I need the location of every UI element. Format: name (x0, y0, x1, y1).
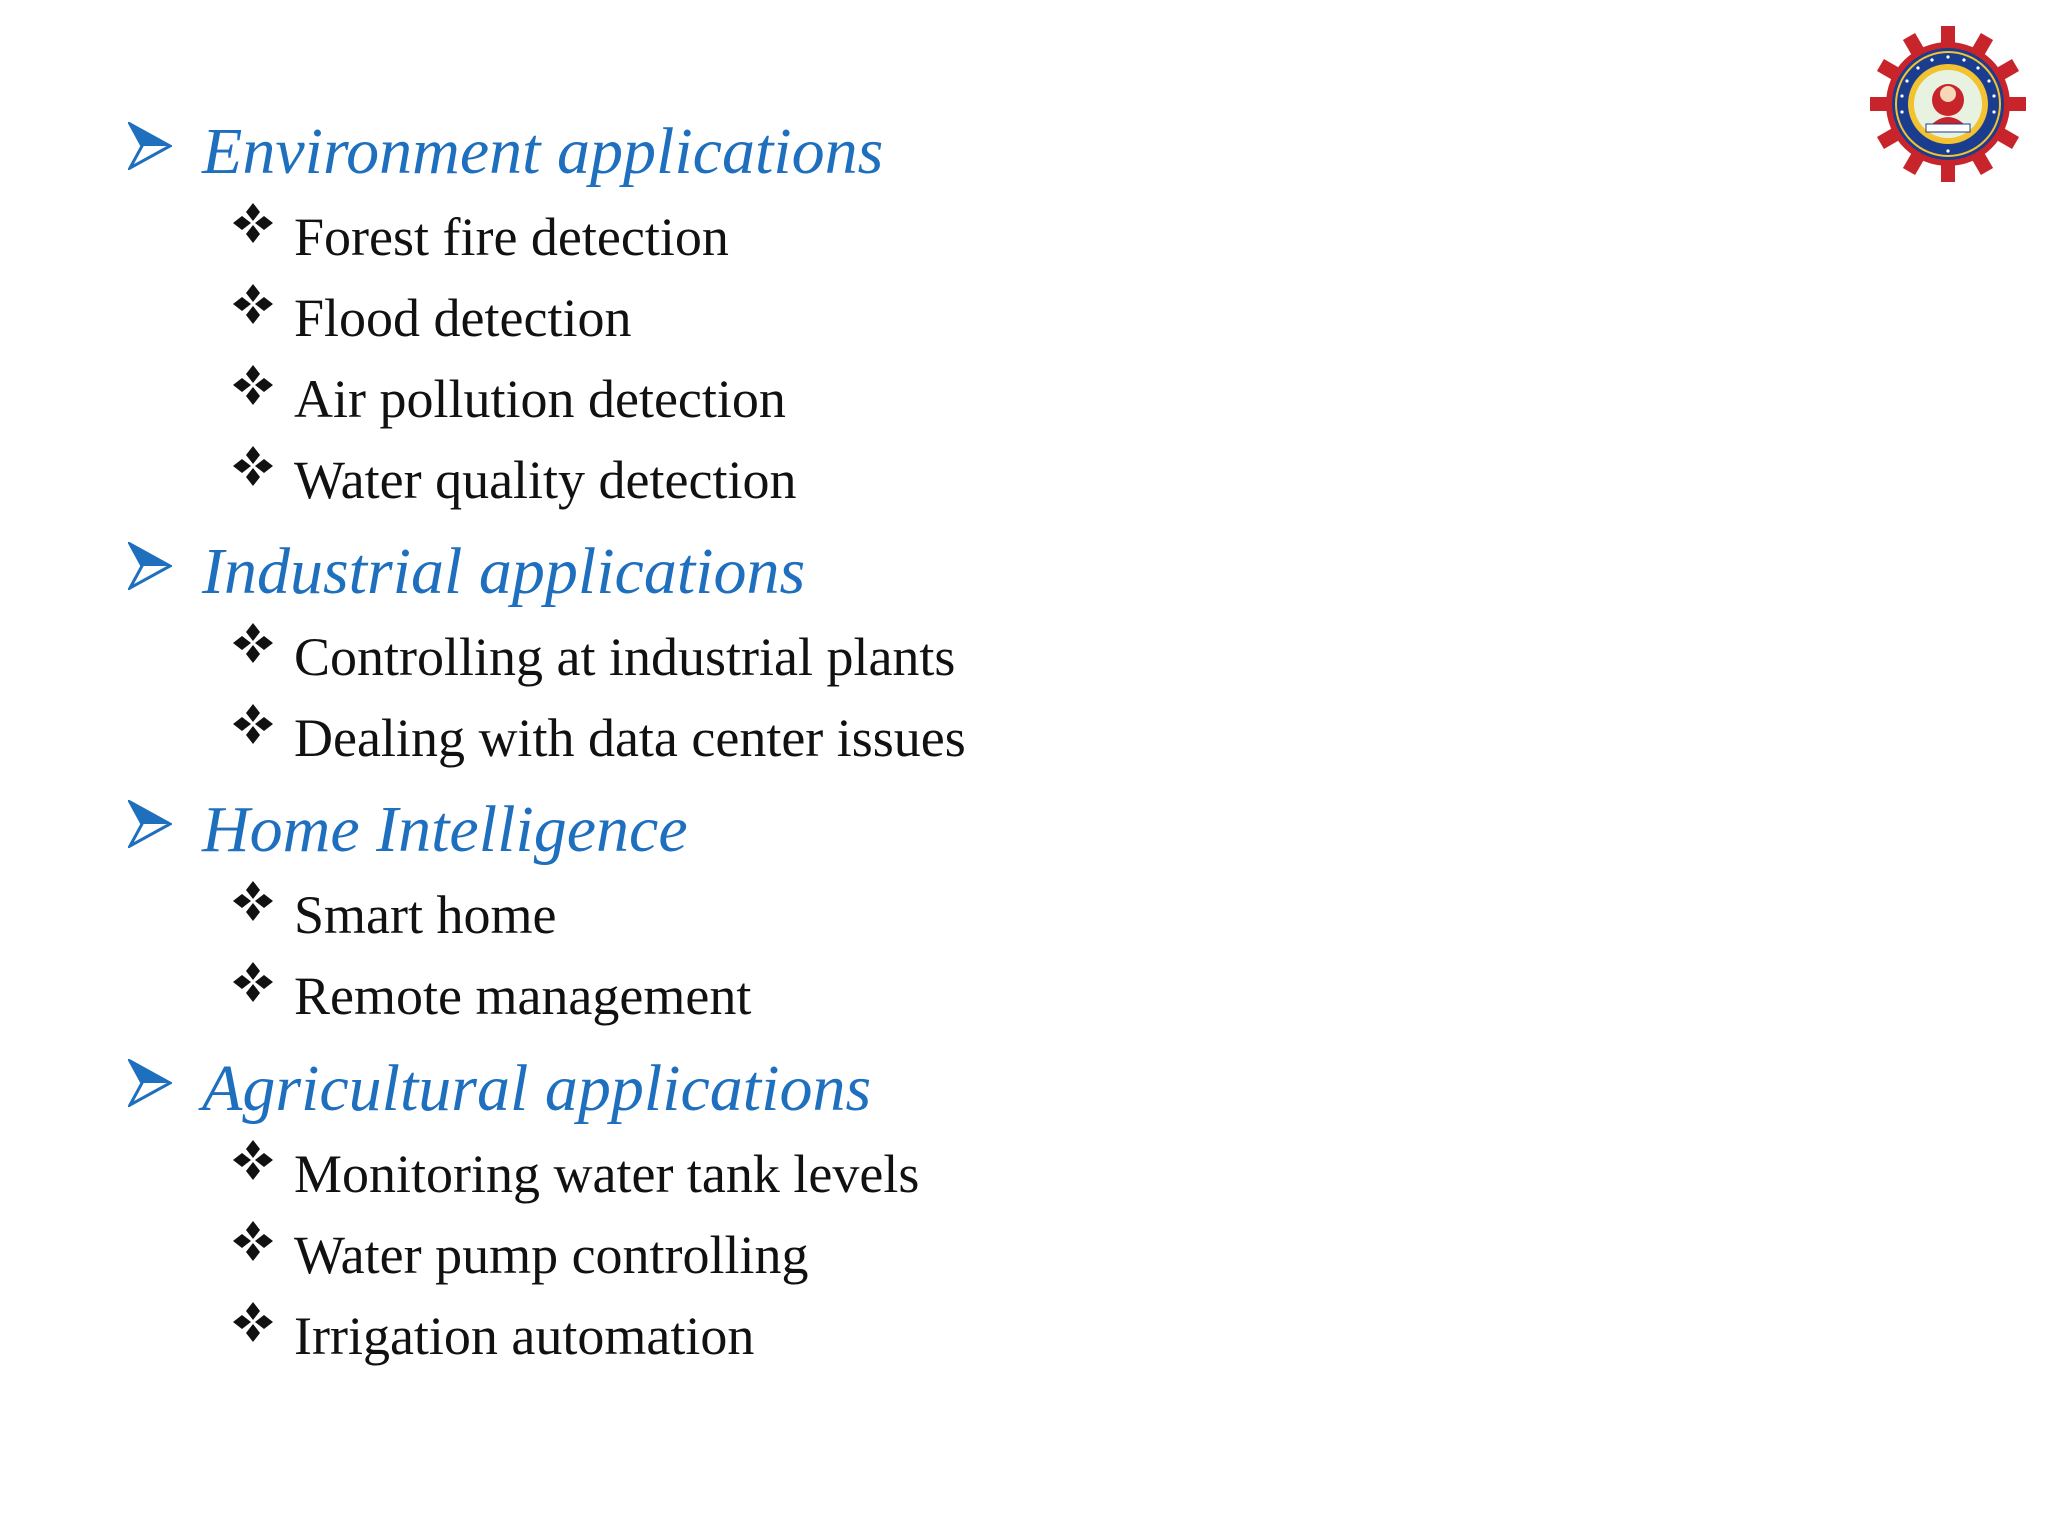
four-diamond-bullet-icon (232, 364, 274, 406)
section-title: Environment applications (202, 115, 884, 188)
four-diamond-bullet-icon (232, 445, 274, 487)
item-label: Air pollution detection (294, 369, 786, 429)
four-diamond-bullet-icon (232, 1220, 274, 1262)
item-label: Monitoring water tank levels (294, 1144, 920, 1204)
section-title: Agricultural applications (202, 1052, 872, 1125)
four-diamond-bullet-icon (232, 880, 274, 922)
item-label: Forest fire detection (294, 207, 729, 267)
arrow-bullet-icon (128, 800, 172, 848)
item-label: Irrigation automation (294, 1306, 755, 1366)
arrow-bullet-icon (128, 122, 172, 170)
four-diamond-bullet-icon (232, 1139, 274, 1181)
four-diamond-bullet-icon (232, 961, 274, 1003)
item-label: Flood detection (294, 288, 632, 348)
four-diamond-bullet-icon (232, 622, 274, 664)
item-label: Dealing with data center issues (294, 708, 966, 768)
four-diamond-bullet-icon (232, 1301, 274, 1343)
arrow-bullet-icon (128, 542, 172, 590)
section-title: Home Intelligence (202, 793, 688, 866)
four-diamond-bullet-icon (232, 703, 274, 745)
item-label: Water pump controlling (294, 1225, 809, 1285)
item-label: Water quality detection (294, 450, 797, 510)
four-diamond-bullet-icon (232, 283, 274, 325)
section-title: Industrial applications (202, 535, 806, 608)
item-label: Smart home (294, 885, 557, 945)
arrow-bullet-icon (128, 1059, 172, 1107)
item-label: Controlling at industrial plants (294, 627, 956, 687)
four-diamond-bullet-icon (232, 202, 274, 244)
item-label: Remote management (294, 966, 752, 1026)
